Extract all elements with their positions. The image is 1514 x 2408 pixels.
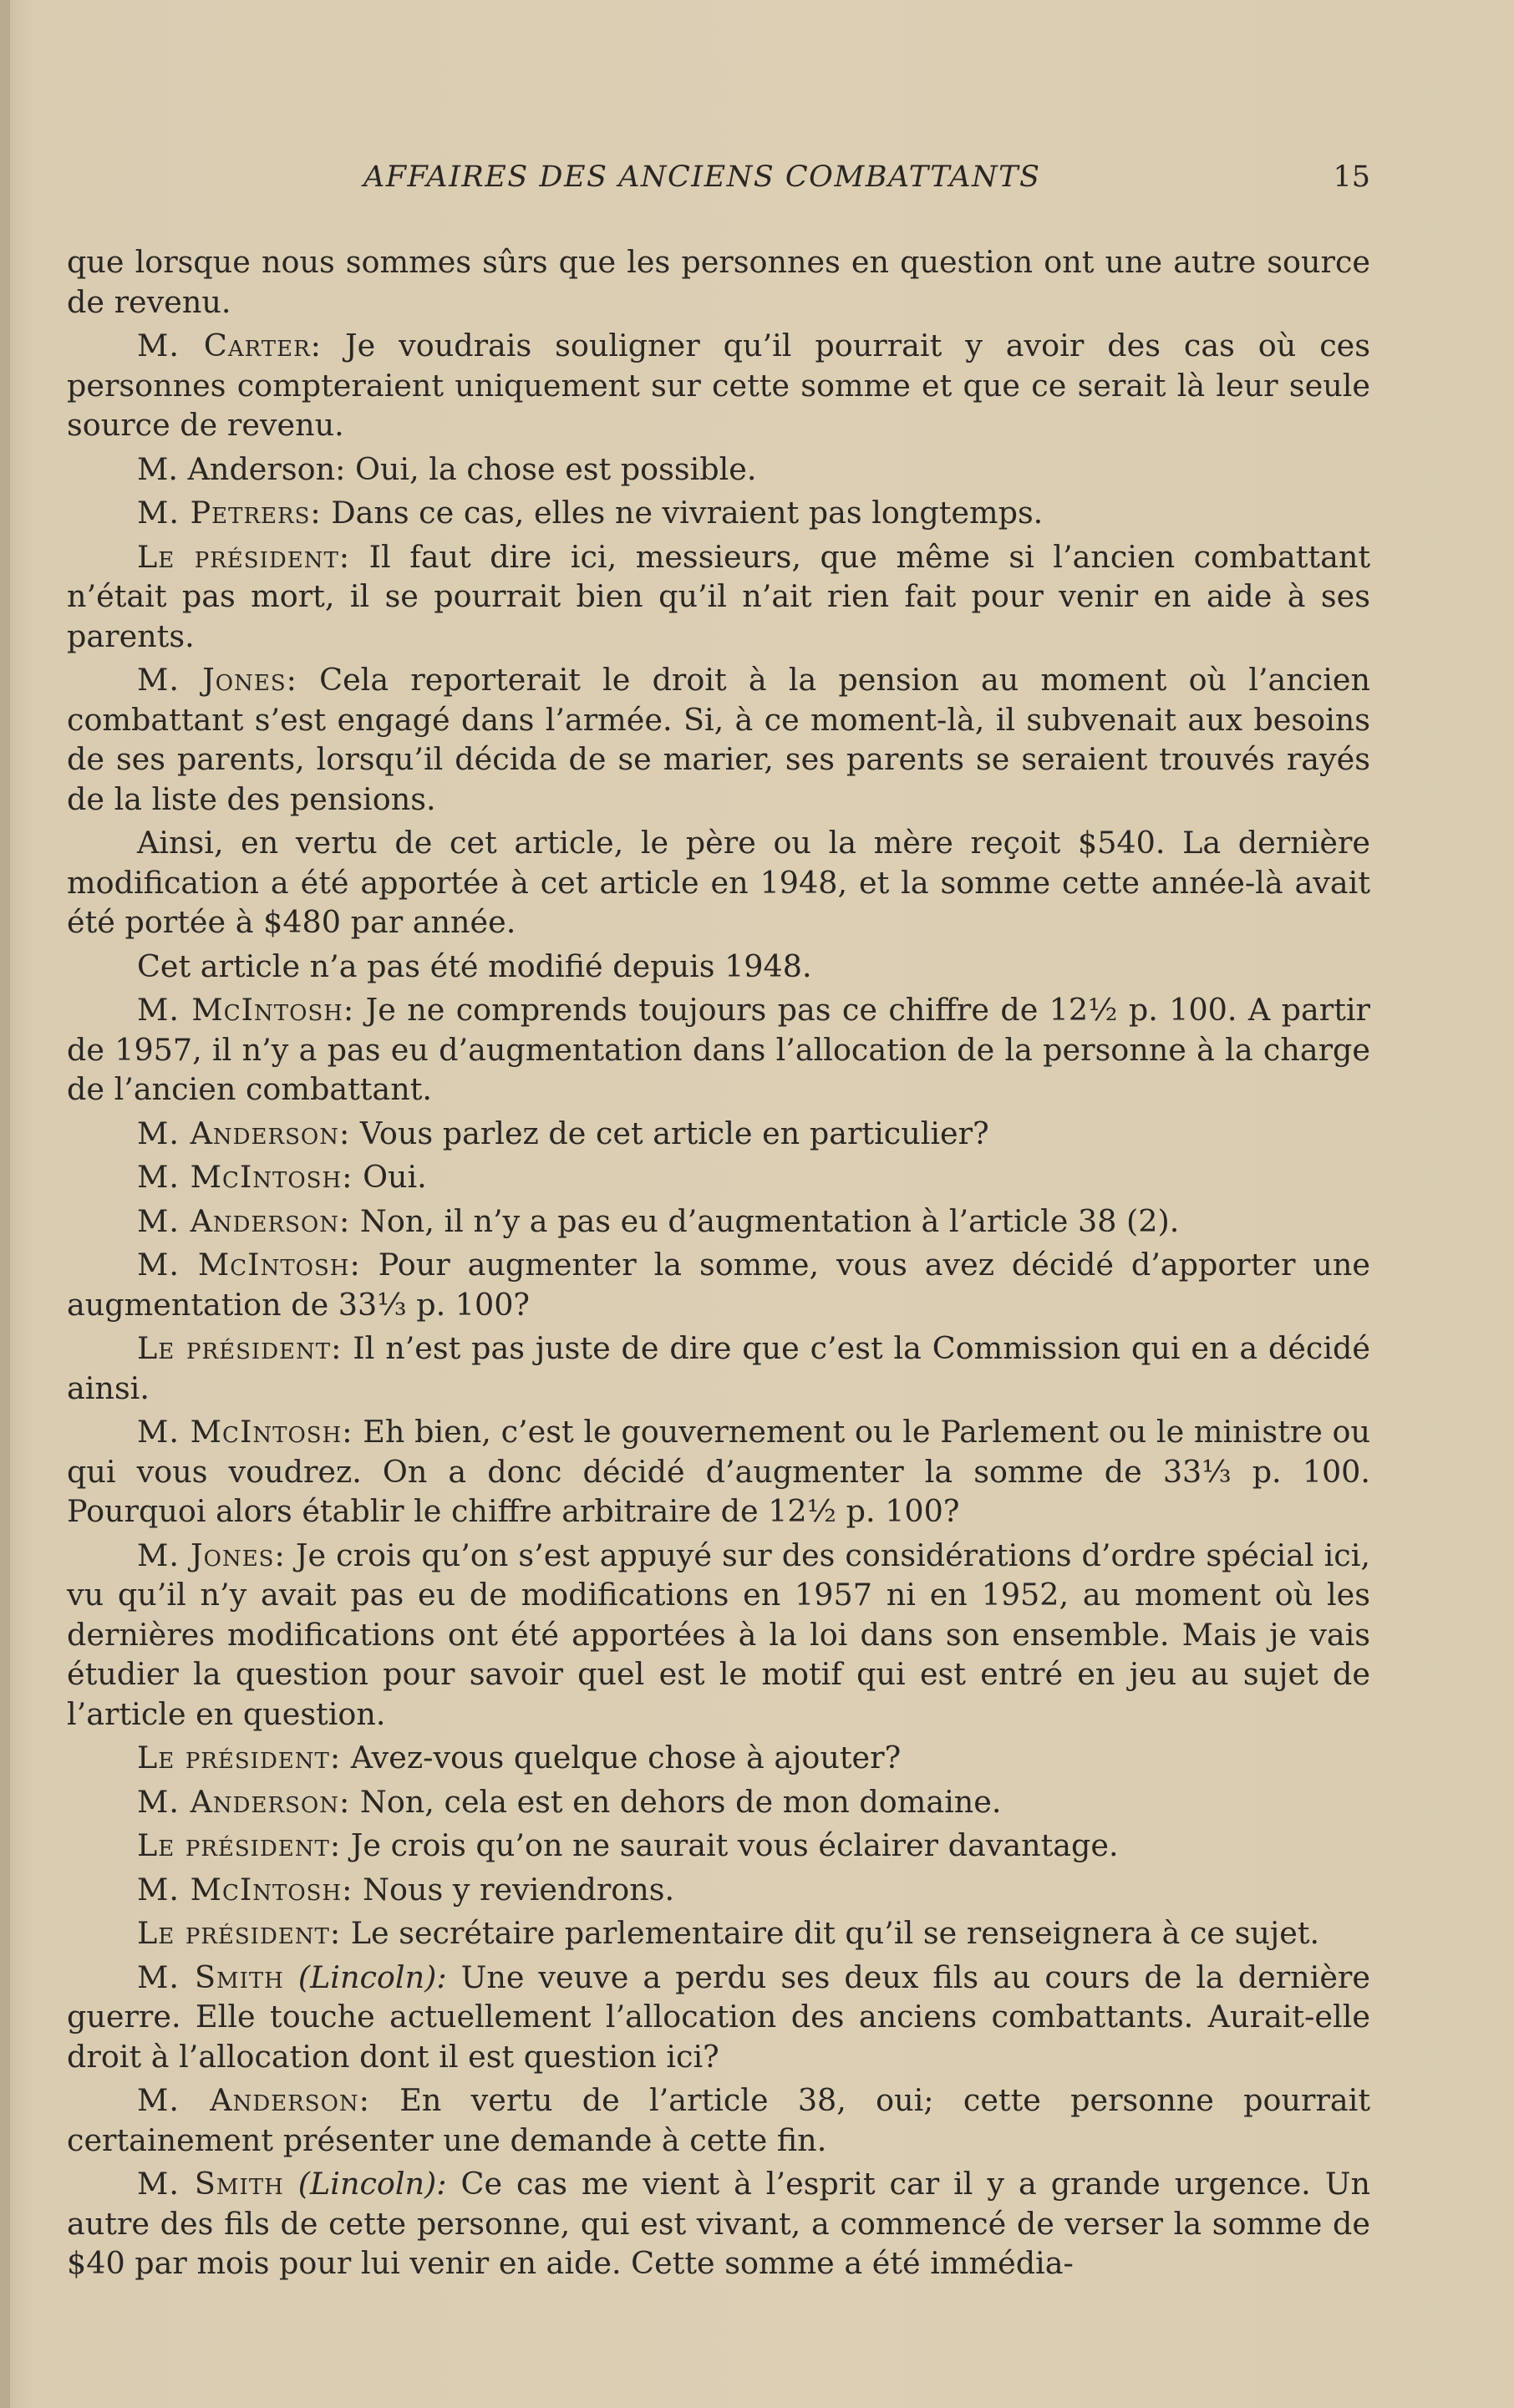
speaker-name: Le président:: [137, 1827, 342, 1863]
paragraph: [67, 537, 1370, 657]
paragraph-text: que lorsque nous sommes sûrs que les personnes en question ont une autre source de revenu.: [67, 244, 1370, 320]
paragraph-text: Ainsi, en vertu de cet article, le père ou la mère reçoit $540. La dernière modification a été apportée à cet article en 1948, et la somme cette année-là avait été portée à $480 par année.: [67, 825, 1370, 940]
paragraph-text: Il n’est pas juste de dire que c’est la Commission qui en a décidé ainsi.: [67, 1330, 1370, 1406]
paragraph: [67, 1245, 1370, 1324]
speaker-name: M. Jones:: [137, 1537, 286, 1573]
paragraph: [67, 1328, 1370, 1408]
paragraph-text: Une veuve a perdu ses deux fils au cours de la dernière guerre. Elle touche actuellement l’allocation des anciens combattants. Aurait-elle droit à l’allocation dont il est question ici?: [67, 1958, 1370, 2075]
document-body: [67, 242, 1370, 2288]
paragraph: [67, 2080, 1370, 2160]
paragraph: [67, 1412, 1370, 1532]
paragraph-text: Eh bien, c’est le gouvernement ou le Parlement ou le ministre ou qui vous voudrez. On a donc décidé d’augmenter la somme de 33⅓ p. 100. Pourquoi alors établir le chiffre arbitraire de 12½ p. 100?: [67, 1414, 1370, 1529]
paragraph-text: Ce cas me vient à l’esprit car il y a grande urgence. Un autre des fils de cette personne, qui est vivant, a commencé de verser la somme de $40 par mois pour lui venir en aide. Cette somme a été immédia-: [67, 2166, 1370, 2281]
paragraph: [67, 1913, 1370, 1953]
page-edge: [0, 0, 10, 2408]
paragraph-text: Le secrétaire parlementaire dit qu’il se renseignera à ce sujet.: [350, 1915, 1320, 1951]
speaker-name: M. Smith: [137, 2166, 284, 2202]
paragraph: [67, 1201, 1370, 1242]
paragraph: [67, 242, 1370, 322]
paragraph-text: Vous parlez de cet article en particulier?: [359, 1115, 989, 1151]
page-number: 15: [1333, 160, 1370, 194]
speaker-riding: (Lincoln):: [297, 2166, 447, 2202]
speaker-name: Le président:: [137, 1740, 342, 1776]
paragraph: [67, 1738, 1370, 1778]
paragraph-text: Non, cela est en dehors de mon domaine.: [359, 1783, 1002, 1820]
paragraph: [67, 823, 1370, 942]
paragraph: [67, 2164, 1370, 2284]
paragraph: [67, 1114, 1370, 1154]
paragraph: [67, 990, 1370, 1110]
speaker-name: Le président:: [137, 1330, 343, 1366]
paragraph-text: Je crois qu’on ne saurait vous éclairer davantage.: [350, 1827, 1119, 1863]
running-head: AFFAIRES DES ANCIENS COMBATTANTS: [363, 160, 1041, 194]
speaker-name: M. Anderson:: [137, 1115, 351, 1151]
paragraph-text: Non, il n’y a pas eu d’augmentation à l’article 38 (2).: [359, 1202, 1180, 1239]
speaker-name: M. Anderson:: [137, 1783, 351, 1820]
paragraph: [67, 450, 1370, 490]
paragraph: [67, 326, 1370, 445]
paragraph: [67, 1958, 1370, 2077]
speaker-name: M. McIntosh:: [137, 1247, 361, 1283]
paragraph: [67, 1826, 1370, 1866]
speaker-name: M. Smith: [137, 1958, 284, 1995]
speaker-name: Le président:: [137, 538, 351, 575]
paragraph: [67, 1157, 1370, 1197]
paragraph-text: Pour augmenter la somme, vous avez décidé d’apporter une augmentation de 33⅓ p. 100?: [67, 1247, 1370, 1323]
paragraph-text: Avez-vous quelque chose à ajouter?: [350, 1740, 902, 1776]
paragraph-text: Oui.: [363, 1159, 427, 1195]
paragraph: [67, 1870, 1370, 1910]
paragraph: [67, 1782, 1370, 1822]
speaker-name: M. Carter:: [137, 328, 322, 363]
speaker-name: Le président:: [137, 1915, 342, 1951]
speaker-name: M. McIntosh:: [137, 1159, 353, 1195]
paragraph-text: Il faut dire ici, messieurs, que même si l’ancien combattant n’était pas mort, il se pourrait bien qu’il n’ait rien fait pour venir en aide à ses parents.: [67, 538, 1371, 654]
paragraph-text: Dans ce cas, elles ne vivraient pas longtemps.: [331, 495, 1044, 531]
paragraph: [67, 493, 1370, 533]
paragraph-text: Je voudrais souligner qu’il pourrait y avoir des cas où ces personnes compteraient uniquement sur cette somme et que ce serait là leur seule source de revenu.: [67, 328, 1370, 443]
page-header: [67, 160, 1370, 202]
paragraph-text: Nous y reviendrons.: [363, 1871, 675, 1908]
speaker-name: M. McIntosh:: [137, 1414, 353, 1450]
paragraph: [67, 1536, 1370, 1735]
speaker-name: M. Anderson:: [137, 1202, 351, 1239]
speaker-name: M. Petrers:: [137, 495, 322, 531]
paragraph-text: Cet article n’a pas été modifié depuis 1948.: [137, 947, 812, 984]
paragraph-text: Oui, la chose est possible.: [354, 450, 757, 487]
speaker-name: M. Anderson:: [137, 2082, 370, 2118]
paragraph-text: En vertu de l’article 38, oui; cette personne pourrait certainement présenter une demande à cette fin.: [67, 2082, 1370, 2158]
paragraph-text: Je crois qu’on s’est appuyé sur des considérations d’ordre spécial ici, vu qu’il n’y avait pas eu de modifications en 1957 ni en 1952, au moment où les dernières modifications ont été apportées à la loi dans son ensemble. Mais je vais étudier la question pour savoir quel est le motif qui est entré en jeu au sujet de l’article en question.: [67, 1537, 1370, 1732]
paragraph: [67, 947, 1370, 987]
paragraph-text: Je ne comprends toujours pas ce chiffre de 12½ p. 100. A partir de 1957, il n’y a pas eu d’augmentation dans l’allocation de la personne à la charge de l’ancien combattant.: [67, 992, 1370, 1107]
paragraph: [67, 660, 1370, 819]
speaker-riding: (Lincoln):: [297, 1958, 447, 1995]
speaker-name: M. Jones:: [137, 662, 297, 698]
speaker-name: M. McIntosh:: [137, 992, 355, 1028]
speaker-name: M. Anderson:: [137, 450, 346, 487]
paragraph-text: Cela reporterait le droit à la pension au moment où l’ancien combattant s’est engagé dans l’armée. Si, à ce moment-là, il subvenait aux besoins de ses parents, lorsqu’il décida de se marier, ses parents se seraient trouvés rayés de la liste des pensions.: [67, 662, 1371, 817]
speaker-name: M. McIntosh:: [137, 1871, 353, 1908]
